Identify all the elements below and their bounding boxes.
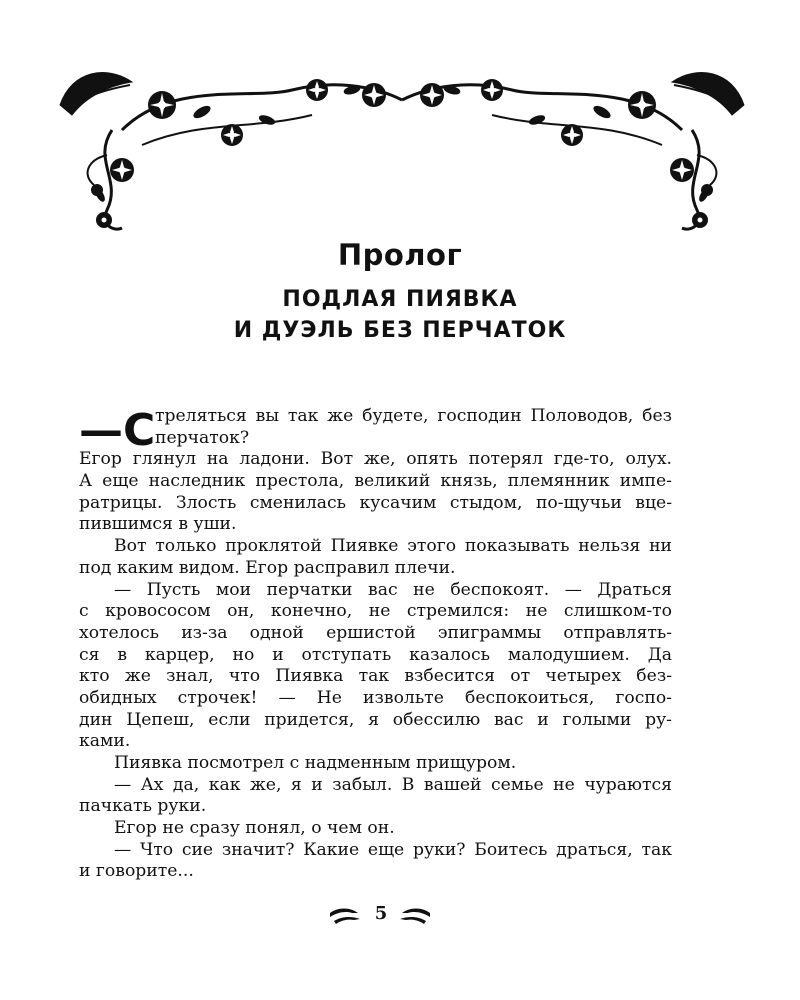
body-text [79,406,672,883]
right-flourish-icon [400,909,430,925]
text-line: — Что сие значит? Какие еще руки? Боитесь драться, так [114,839,672,860]
text-line: и говорите... [79,861,194,882]
chapter-subtitle-line-1: ПОДЛАЯ ПИЯВКА [282,287,518,312]
text-line: Вот только проклятой Пиявке этого показывать нельзя ни [114,536,672,557]
text-line: с кровососом он, конечно, не стремился: не слишком-то [79,601,672,622]
text-line: — Ах да, как же, я и забыл. В вашей семье не чураются [114,774,672,795]
text-line: пившимся в уши. [79,514,237,535]
chapter-subtitle-line-2: И ДУЭЛЬ БЕЗ ПЕРЧАТОК [233,318,567,343]
text-line: хотелось из-за одной ершистой эпиграммы отправлять- [79,622,672,643]
text-line: обидных строчек! — Не извольте беспокоиться, госпо- [79,687,672,708]
text-line: перчаток? [155,427,250,448]
text-line: пачкать руки. [79,796,207,817]
text-line: дин Цепеш, если придется, я обессилю вас и голыми ру- [79,709,672,730]
text-line: кто же знал, что Пиявка так взбесится от четырех без- [79,666,672,687]
text-line: Егор глянул на ладони. Вот же, опять потерял где-то, олух. [79,449,672,470]
text-line: — Пусть мои перчатки вас не беспокоят. — Драться [114,579,672,600]
text-line: А еще наследник престола, великий князь, племянник импе- [79,471,672,492]
text-line: ся в карцер, но и отступать казалось малодушием. Да [79,644,672,665]
text-line: треляться вы так же будете, господин Половодов, без [155,406,672,426]
text-line: Егор не сразу понял, о чем он. [114,818,395,839]
page-number: 5 [374,903,388,924]
text-line: ками. [79,731,131,752]
text-line: Пиявка посмотрел с надменным прищуром. [114,753,517,773]
floral-ornament-header [52,60,752,240]
drop-cap: —С [79,405,156,456]
text-line: ратрицы. Злость сменилась кусачим стыдом, по-щучьи вце- [79,492,672,513]
chapter-title: Пролог [337,238,463,272]
page-footer-ornament [0,901,800,931]
text-line: под каким видом. Егор расправил плечи. [79,557,456,578]
left-flourish-icon [330,909,360,925]
